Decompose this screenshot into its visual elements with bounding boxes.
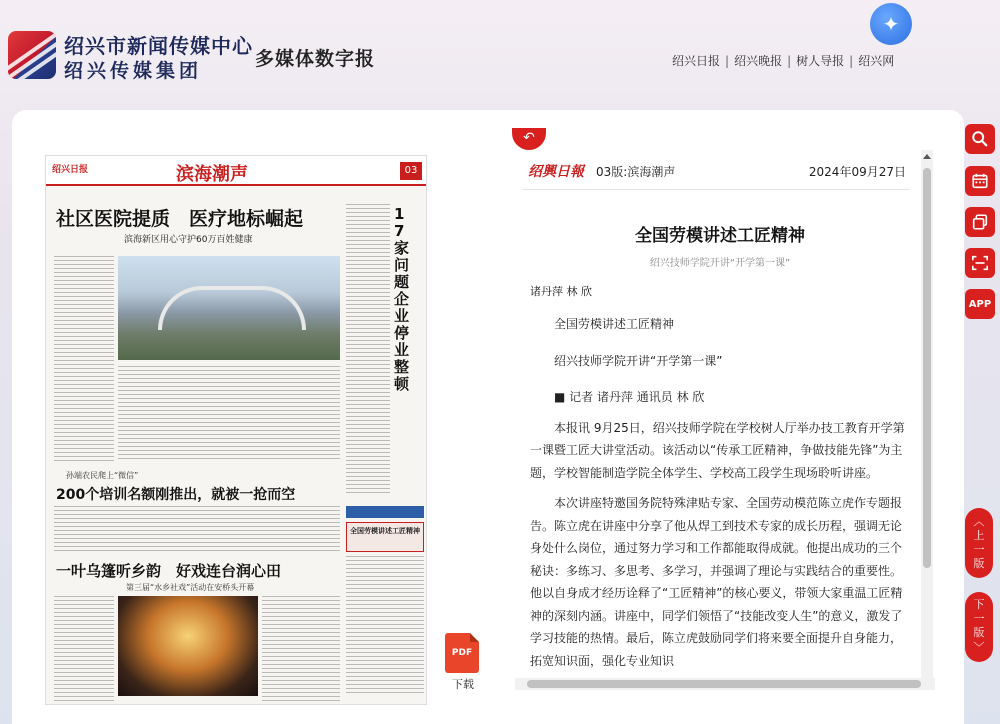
download-label[interactable]: 下载: [452, 678, 474, 691]
page-brand: 绍兴日报: [52, 165, 89, 175]
next-page-label: 下一版: [973, 598, 985, 639]
separator: |: [849, 54, 854, 68]
side-column: [346, 194, 424, 494]
page-headline-2[interactable]: 200个培训名额刚推出，就被一抢而空: [56, 487, 296, 503]
text-column: [262, 596, 340, 701]
scroll-thumb[interactable]: [527, 680, 921, 688]
site-title: 多媒体数字报: [255, 48, 376, 70]
scroll-up-arrow[interactable]: [923, 154, 931, 159]
page-section-name: 滨海潮声: [176, 164, 248, 185]
page-number: 03: [400, 162, 422, 180]
separator: |: [725, 54, 730, 68]
scan-button[interactable]: [965, 248, 995, 278]
article-lead-title: 全国劳模讲述工匠精神: [554, 317, 675, 331]
app-button[interactable]: [965, 289, 995, 319]
vertical-scrollbar[interactable]: [921, 150, 933, 688]
horizontal-scrollbar[interactable]: [515, 678, 935, 690]
edition-label: 03版:滨海潮声: [596, 165, 676, 179]
article-byline: 诸丹萍 林 欣: [530, 285, 592, 298]
article-paragraph: 本次讲座特邀国务院特殊津贴专家、全国劳动模范陈立虎作专题报告。陈立虎在讲座中分享了他从焊工到技术专家的成长历程，强调无论身处什么岗位，通过努力学习和工作都能取得成就。他提出成功的三个秘诀：多练习、多思考、多学习，并强调了理论与实践结合的重要性。他以自身成才经历诠释了“工匠精神”的核心要义，带领大家重温工匠精神的深刻内涵。讲座中，同学们领悟了“技能改变人生”的意义，激发了学习技能的热情。最后，陈立虎鼓励同学们将来要全面提升自身能力，拓宽知识面，强化专业知识: [530, 496, 903, 668]
article-lead-reporter: ■ 记者 诸丹萍 通讯员 林 欣: [554, 390, 705, 404]
article-paragraph: 本报讯 9月25日，绍兴技师学院在学校树人厅举办技工教育开学第一课暨工匠大讲堂活动。该活动以“传承工匠精神，争做技能先锋”为主题，学校智能制造学院全体学生、学校高工段学生现场聆听讲座。: [530, 420, 905, 480]
text-column: [54, 256, 114, 461]
page-headline-1[interactable]: 社区医院提质 医疗地标崛起: [56, 208, 304, 230]
paper-links: [672, 52, 894, 69]
next-page-button[interactable]: [965, 592, 993, 662]
text-column: [54, 596, 114, 701]
pdf-icon[interactable]: PDF: [445, 633, 479, 673]
prev-page-button[interactable]: [965, 508, 993, 578]
issue-date: 2024年09月27日: [808, 165, 906, 179]
link-shaoxing-net[interactable]: 绍兴网: [858, 54, 895, 68]
logo-mark: [8, 31, 56, 79]
scan-icon: [971, 254, 989, 272]
text-column: [118, 366, 340, 461]
separator: |: [787, 54, 792, 68]
link-shaoxing-daily[interactable]: 绍兴日报: [672, 54, 721, 68]
page-masthead: [46, 156, 426, 186]
hospital-photo: [118, 256, 340, 360]
site-header: [0, 0, 1000, 100]
prev-page-label: 上一版: [973, 529, 985, 570]
highlighted-article-area[interactable]: [346, 522, 424, 552]
scroll-thumb[interactable]: [923, 168, 931, 568]
page-headline-3-sub: 第三届“水乡社戏”活动在安桥头开幕: [126, 583, 255, 592]
opera-stage-photo: [118, 596, 258, 696]
search-button[interactable]: [965, 124, 995, 154]
article-lead-subtitle: 绍兴技师学院开讲“开学第一课”: [554, 353, 723, 368]
page-headline-2-pre: 孙端农民爬上“微信”: [66, 471, 139, 480]
page-blue-banner: [346, 506, 424, 518]
page-vertical-title[interactable]: 17家问题企业停业整顿: [394, 205, 410, 393]
text-column: [346, 556, 424, 696]
bird-app-icon[interactable]: ✦: [870, 3, 912, 45]
link-shaoxing-evening[interactable]: 绍兴晚报: [734, 54, 783, 68]
org-name: 绍兴市新闻传媒中心: [64, 34, 253, 58]
link-shuren-daobao[interactable]: 树人导报: [796, 54, 845, 68]
newspaper-name: 绍興日報: [528, 164, 584, 180]
search-icon: [971, 130, 989, 148]
copy-icon: [971, 213, 989, 231]
chevron-down-icon: ﹀: [973, 641, 985, 654]
text-column: [54, 506, 340, 552]
page-headline-1-sub: 滨海新区用心守护60万百姓健康: [124, 235, 253, 245]
page-headline-3[interactable]: 一叶乌篷听乡韵 好戏连台润心田: [56, 562, 282, 580]
calendar-button[interactable]: [965, 166, 995, 196]
article-title: 全国劳模讲述工匠精神: [635, 226, 805, 246]
calendar-icon: [971, 172, 989, 190]
org-group-name: 绍兴传媒集团: [64, 60, 203, 82]
highlighted-article-title: 全国劳模讲述工匠精神: [350, 527, 420, 535]
chevron-up-icon: ︿: [973, 515, 985, 528]
app-icon: APP: [968, 298, 992, 310]
article-content: [524, 196, 916, 678]
copy-button[interactable]: [965, 207, 995, 237]
article-header: [522, 158, 910, 190]
newspaper-page-image[interactable]: [45, 155, 427, 705]
back-button[interactable]: ↶: [512, 128, 546, 150]
article-subtitle: 绍兴技师学院开讲“开学第一课”: [649, 258, 791, 269]
